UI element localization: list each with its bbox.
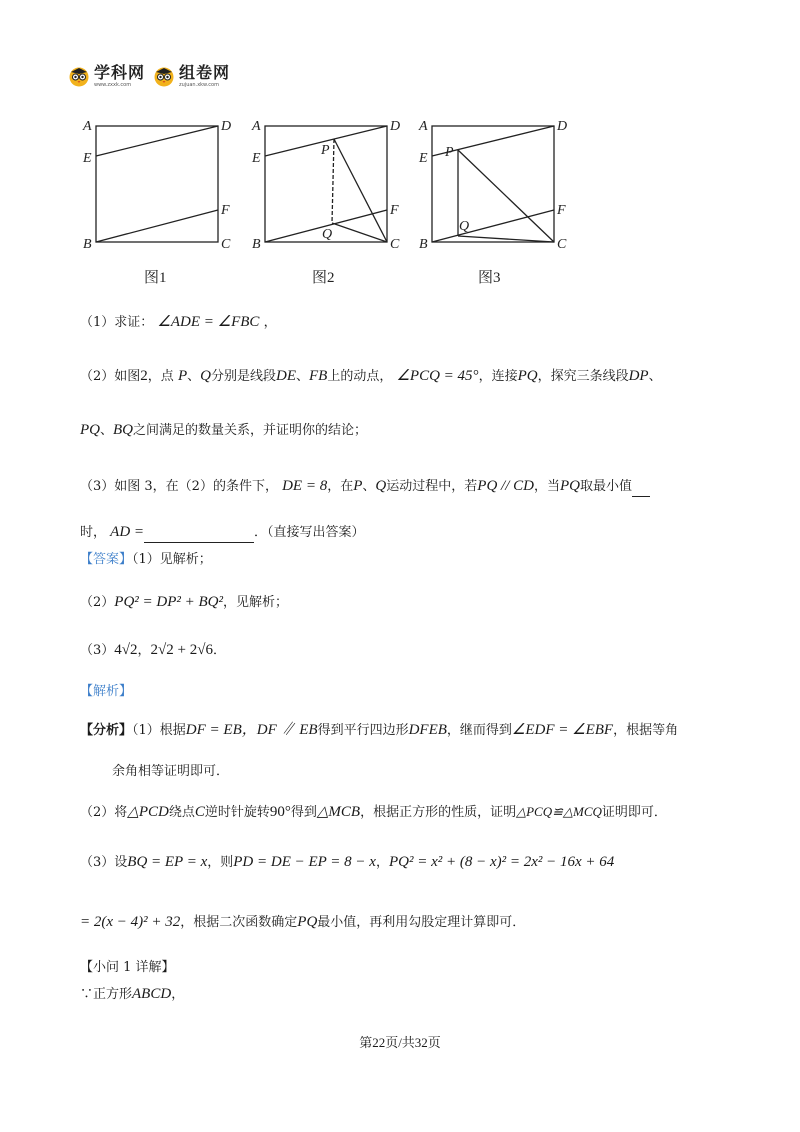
text: 逆时针旋转 bbox=[204, 805, 270, 820]
text: 时， bbox=[80, 525, 107, 540]
text: （2）将 bbox=[80, 805, 128, 820]
text: ，当 bbox=[533, 479, 560, 494]
logo-xuekewang bbox=[68, 62, 146, 88]
math: 90° bbox=[269, 804, 291, 820]
owl-logo-icon bbox=[153, 65, 175, 87]
label-F: F bbox=[390, 203, 399, 218]
text: （3）如图 3，在（2）的条件下， bbox=[80, 479, 278, 494]
text: ∵正方形 bbox=[80, 987, 133, 1002]
math: PQ² = DP² + BQ² bbox=[114, 594, 224, 610]
text: 最小值，再利用勾股定理计算即可． bbox=[317, 915, 526, 930]
text: 、 bbox=[295, 369, 309, 384]
analysis-line3b bbox=[80, 912, 525, 933]
text: 、 bbox=[362, 479, 376, 494]
text: 运动过程中，若 bbox=[386, 479, 478, 494]
label-P: P bbox=[445, 145, 454, 160]
text: （3） bbox=[80, 643, 115, 658]
text: ，根据正方形的性质，证明 bbox=[360, 805, 517, 820]
text: ，在 bbox=[327, 479, 354, 494]
math: DP bbox=[628, 368, 649, 384]
math: DE = 8 bbox=[282, 478, 328, 494]
text: 得到平行四边形 bbox=[317, 723, 409, 738]
label-B: B bbox=[419, 237, 428, 252]
math: △MCB bbox=[316, 804, 361, 820]
math: PQ bbox=[517, 368, 538, 384]
analysis-tag: 【解析】 bbox=[80, 684, 133, 699]
analysis-line2 bbox=[80, 802, 667, 823]
logo1-sub: www.zxxk.com bbox=[94, 81, 132, 88]
text: （1）根据 bbox=[132, 723, 186, 738]
answer-tag: 【答案】 bbox=[80, 552, 133, 567]
text: 余角相等证明即可． bbox=[112, 764, 230, 779]
text: 上的动点， bbox=[327, 369, 393, 384]
text: ，点 bbox=[147, 369, 174, 384]
label-D: D bbox=[557, 119, 568, 134]
text: ， bbox=[137, 643, 151, 658]
label-E: E bbox=[83, 151, 92, 166]
math: PQ // CD bbox=[477, 478, 534, 494]
text: 取最小值 bbox=[579, 479, 632, 494]
text: ，见解析； bbox=[223, 595, 289, 610]
label-C: C bbox=[221, 237, 231, 252]
text: ，探究三条线段 bbox=[537, 369, 629, 384]
math: AD = bbox=[110, 524, 145, 540]
text: 绕点 bbox=[168, 805, 195, 820]
math: PD = DE − EP = 8 − x bbox=[233, 854, 376, 870]
math: DF = EB，DF ∥ EB bbox=[185, 722, 318, 738]
math: FB bbox=[309, 368, 328, 384]
text: ，根据二次函数确定 bbox=[180, 915, 298, 930]
label-Q: Q bbox=[322, 227, 333, 242]
math: PQ bbox=[559, 478, 580, 494]
header-logos bbox=[68, 60, 230, 92]
label-F: F bbox=[557, 203, 566, 218]
text: （1）见解析； bbox=[132, 552, 212, 567]
label-C: C bbox=[390, 237, 400, 252]
logo1-text: 学科网 bbox=[94, 62, 146, 82]
math: BQ = EP = x bbox=[127, 854, 208, 870]
figure-1 bbox=[96, 126, 218, 242]
label-A: A bbox=[419, 119, 428, 134]
answer-line1 bbox=[80, 550, 212, 570]
text: 、 bbox=[187, 369, 201, 384]
label-A: A bbox=[252, 119, 261, 134]
analysis-tag-line bbox=[80, 682, 132, 702]
label-E: E bbox=[252, 151, 261, 166]
analysis-line1 bbox=[80, 720, 678, 741]
label-D: D bbox=[390, 119, 401, 134]
text: ，则 bbox=[207, 855, 234, 870]
text: ， bbox=[263, 315, 277, 330]
page-number: 第22页/共32页 bbox=[359, 1035, 441, 1050]
math: Q bbox=[375, 478, 387, 494]
math: C bbox=[194, 804, 205, 820]
text: ，继而得到 bbox=[446, 723, 512, 738]
math: DFEB bbox=[408, 722, 447, 738]
caption-fig1: 图1 bbox=[144, 270, 167, 285]
math: ∠EDF = ∠EBF bbox=[511, 722, 614, 738]
math: ∠PCQ = 45° bbox=[396, 368, 479, 384]
math: P bbox=[353, 478, 363, 494]
text: ． bbox=[212, 643, 226, 658]
math: P bbox=[177, 368, 188, 384]
owl-logo-icon bbox=[68, 65, 90, 87]
math: PQ bbox=[80, 422, 100, 438]
math: △PCQ≌△MCQ bbox=[516, 804, 602, 819]
label-D: D bbox=[221, 119, 232, 134]
subquestion-tag-line bbox=[80, 958, 175, 978]
text: （3）设 bbox=[80, 855, 128, 870]
math: △PCD bbox=[127, 804, 169, 820]
analysis-line1b bbox=[112, 762, 229, 782]
text: ，根据等角 bbox=[613, 723, 679, 738]
label-B: B bbox=[83, 237, 92, 252]
math: PQ² = x² + (8 − x)² = 2x² − 16x + 64 bbox=[388, 854, 615, 870]
text: （2）如图 bbox=[80, 369, 141, 384]
problem-part2-line2 bbox=[80, 420, 367, 441]
label-P: P bbox=[321, 143, 330, 158]
logo-zujuanwang bbox=[153, 62, 231, 88]
label-C: C bbox=[557, 237, 567, 252]
math: ABCD bbox=[132, 986, 172, 1002]
math: 4√2 bbox=[114, 642, 138, 658]
label-A: A bbox=[83, 119, 92, 134]
label-Q: Q bbox=[459, 219, 470, 234]
caption-fig2: 图2 bbox=[312, 270, 335, 285]
text: ， bbox=[171, 987, 185, 1002]
label-F: F bbox=[221, 203, 230, 218]
label-B: B bbox=[252, 237, 261, 252]
text: 、 bbox=[100, 423, 114, 438]
text: 得到 bbox=[290, 805, 317, 820]
label-E: E bbox=[419, 151, 428, 166]
problem-part1 bbox=[80, 312, 277, 333]
answer-line3 bbox=[80, 640, 226, 661]
math: = 2(x − 4)² + 32 bbox=[80, 914, 181, 930]
text: ，连接 bbox=[478, 369, 518, 384]
text: 证明即可． bbox=[601, 805, 667, 820]
math: PQ bbox=[297, 914, 318, 930]
text: 分别是线段 bbox=[210, 369, 276, 384]
answer-blank-short bbox=[632, 482, 650, 497]
fenxi-tag: 【分析】 bbox=[80, 723, 133, 738]
math: 2√2 + 2√6 bbox=[150, 642, 213, 658]
text: （1）求证： bbox=[80, 315, 154, 330]
answer-line2 bbox=[80, 592, 288, 613]
text: 、 bbox=[648, 369, 662, 384]
text: ．（直接写出答案） bbox=[254, 525, 365, 540]
figure-3 bbox=[432, 126, 554, 242]
math: Q bbox=[200, 368, 211, 384]
logo2-text: 组卷网 bbox=[179, 62, 231, 82]
geometry-figures bbox=[78, 110, 578, 285]
math: DE bbox=[275, 368, 296, 384]
text: ， bbox=[375, 855, 389, 870]
problem-part2-line1 bbox=[80, 366, 662, 387]
math: 2 bbox=[140, 368, 148, 384]
problem-part3-line2 bbox=[80, 522, 365, 543]
problem-part3-line1 bbox=[80, 476, 650, 497]
text: 之间满足的数量关系，并证明你的结论； bbox=[133, 423, 368, 438]
math: BQ bbox=[113, 422, 134, 438]
solution-line1 bbox=[80, 984, 184, 1005]
caption-fig3: 图3 bbox=[478, 270, 501, 285]
subquestion-tag: 【小问 1 详解】 bbox=[80, 960, 175, 975]
math-angle-eq: ∠ADE = ∠FBC bbox=[157, 314, 260, 330]
answer-blank bbox=[144, 528, 254, 543]
logo2-sub: zujuan.xkw.com bbox=[179, 81, 219, 88]
analysis-line3 bbox=[80, 852, 614, 873]
text: （2） bbox=[80, 595, 115, 610]
